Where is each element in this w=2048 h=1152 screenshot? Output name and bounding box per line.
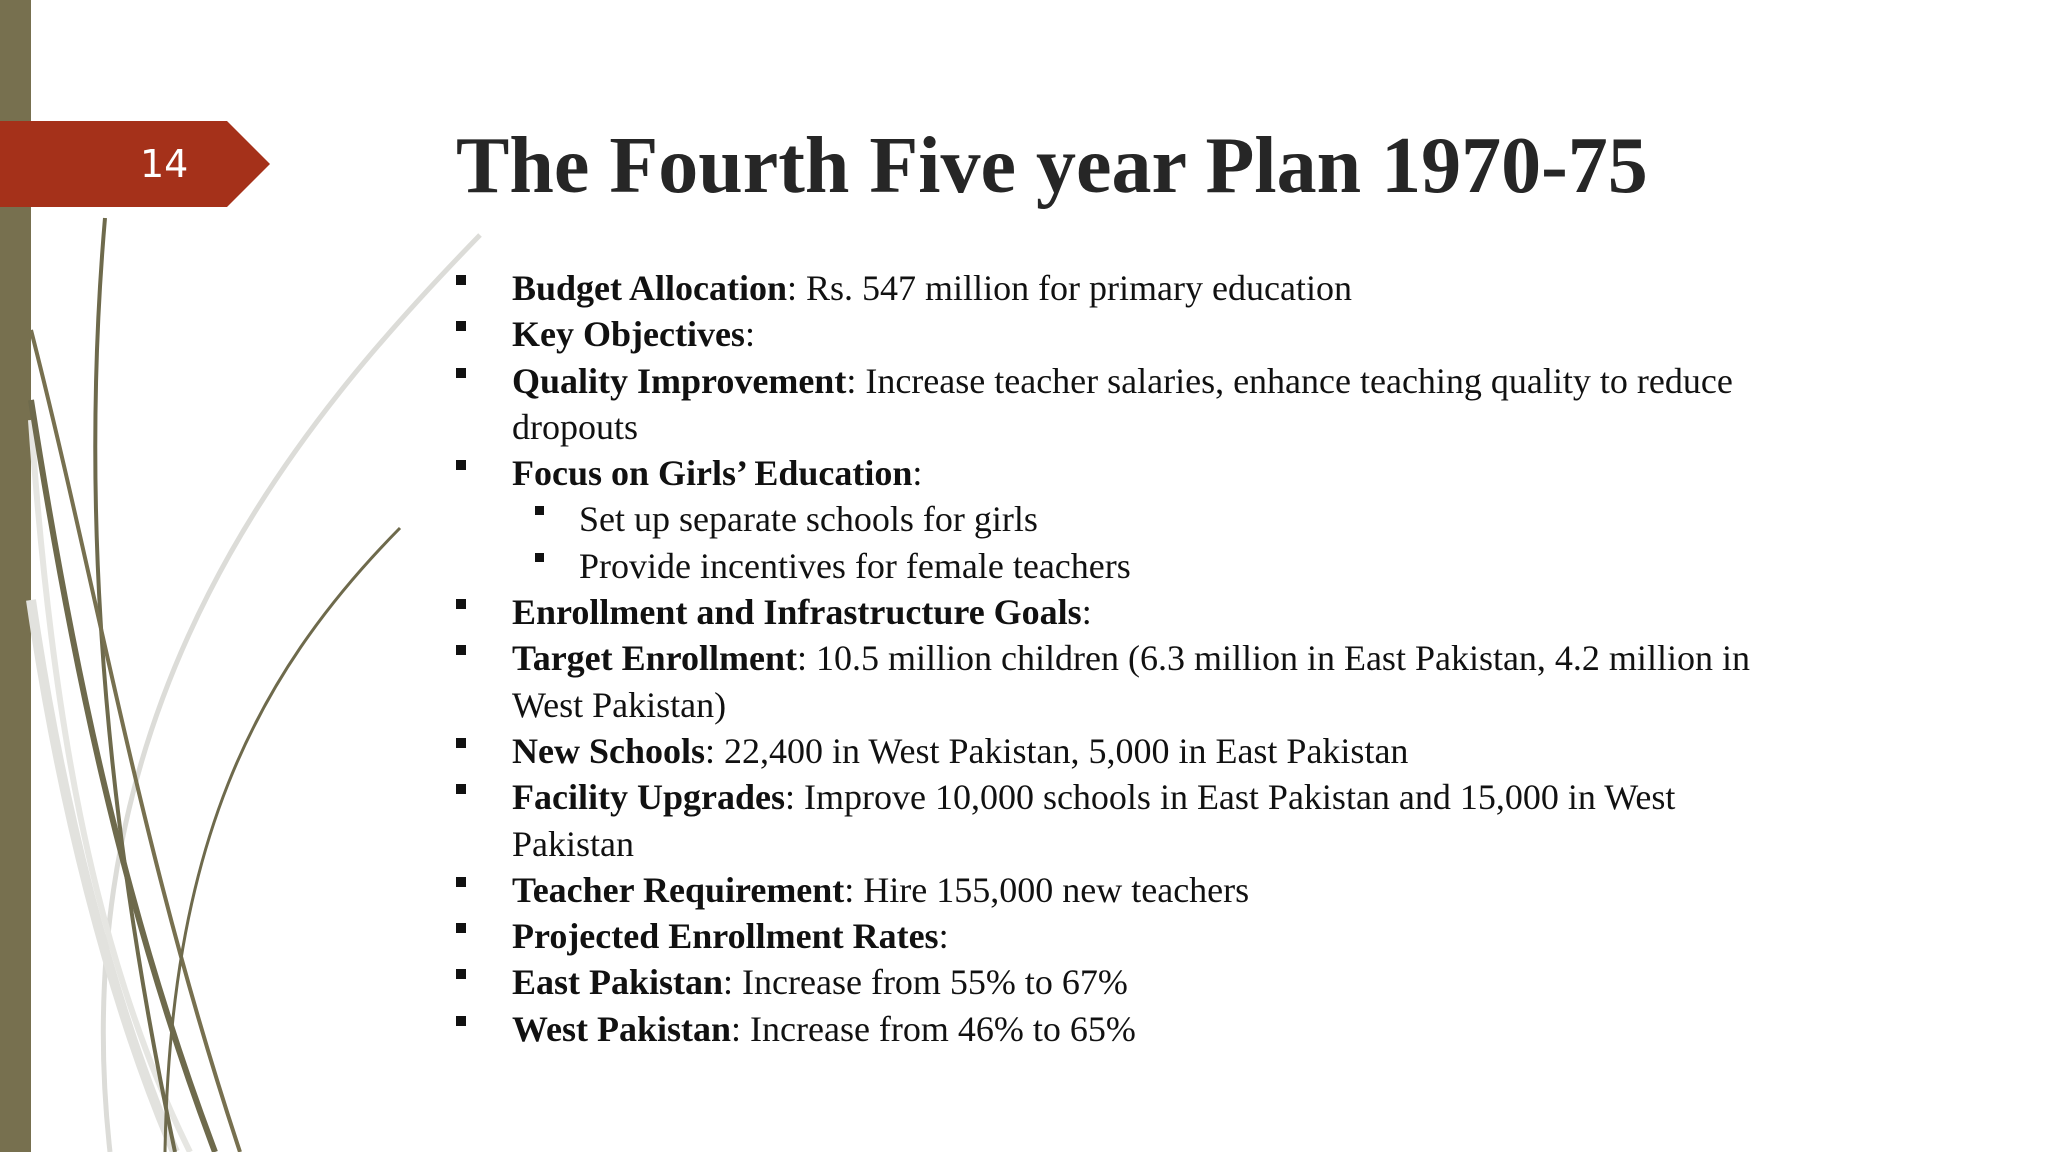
square-bullet-icon bbox=[456, 599, 466, 609]
bullet-text: : Increase from 55% to 67% bbox=[723, 962, 1128, 1003]
bullet-item-east-pakistan bbox=[456, 959, 1776, 1005]
slide-number: 14 bbox=[140, 142, 189, 186]
bullet-text: : 10.5 million children (6.3 million in East Pakistan, 4.2 million in West Pakistan) bbox=[512, 638, 1750, 725]
bullet-item-west-pakistan bbox=[456, 1006, 1776, 1052]
bullet-text: : bbox=[912, 453, 923, 494]
bullet-item-teacher-requirement bbox=[456, 867, 1776, 913]
square-bullet-icon bbox=[535, 506, 544, 515]
bullet-text: : Hire 155,000 new teachers bbox=[844, 869, 1250, 910]
square-bullet-icon bbox=[456, 275, 466, 285]
bullet-text: : bbox=[938, 916, 949, 957]
bullet-label: Target Enrollment bbox=[512, 638, 797, 679]
square-bullet-icon bbox=[456, 877, 466, 887]
square-bullet-icon bbox=[456, 923, 466, 933]
square-bullet-icon bbox=[456, 738, 466, 748]
bullet-label: East Pakistan bbox=[512, 962, 724, 1003]
square-bullet-icon bbox=[456, 368, 466, 378]
square-bullet-icon bbox=[456, 321, 466, 331]
bullet-item-target-enrollment bbox=[456, 635, 1776, 728]
bullet-item-quality-improvement bbox=[456, 358, 1776, 451]
square-bullet-icon bbox=[456, 645, 466, 655]
bullet-text: Provide incentives for female teachers bbox=[579, 545, 1131, 586]
bullet-label: Enrollment and Infrastructure Goals bbox=[512, 592, 1082, 633]
bullet-text: : bbox=[1081, 592, 1092, 633]
bullet-text: : 22,400 in West Pakistan, 5,000 in East Pakistan bbox=[705, 730, 1409, 771]
bullet-item-enrollment-goals bbox=[456, 589, 1776, 635]
sub-bullet-item-separate-schools bbox=[456, 496, 1776, 542]
bullet-label: Facility Upgrades bbox=[512, 777, 785, 818]
bullet-item-budget-allocation bbox=[456, 265, 1776, 311]
bullet-label: Quality Improvement bbox=[512, 360, 847, 401]
bullet-item-projected-enrollment bbox=[456, 913, 1776, 959]
bullet-text: : Increase teacher salaries, enhance teaching quality to reduce dropouts bbox=[512, 360, 1733, 447]
bullet-text: : Increase from 46% to 65% bbox=[731, 1008, 1136, 1049]
bullet-label: Key Objectives bbox=[512, 314, 745, 355]
bullet-label: Projected Enrollment Rates bbox=[512, 916, 939, 957]
bullet-label: Budget Allocation bbox=[512, 268, 788, 308]
square-bullet-icon bbox=[535, 553, 544, 562]
bullet-item-facility-upgrades bbox=[456, 774, 1776, 867]
square-bullet-icon bbox=[456, 1016, 466, 1026]
bullet-text: : Improve 10,000 schools in East Pakistan and 15,000 in West Pakistan bbox=[512, 777, 1676, 864]
bullet-label: Teacher Requirement bbox=[512, 869, 845, 910]
slide-title: The Fourth Five year Plan 1970-75 bbox=[456, 122, 1648, 210]
bullet-item-new-schools bbox=[456, 728, 1776, 774]
bullet-item-key-objectives bbox=[456, 311, 1776, 357]
square-bullet-icon bbox=[456, 784, 466, 794]
bullet-label: New Schools bbox=[512, 730, 706, 771]
bullet-label: Focus on Girls’ Education bbox=[512, 453, 913, 494]
bullet-text: : Rs. 547 million for primary education bbox=[787, 268, 1352, 308]
sub-bullet-item-female-teachers bbox=[456, 543, 1776, 589]
bullet-list bbox=[456, 265, 1776, 1052]
bullet-label: West Pakistan bbox=[512, 1008, 732, 1049]
square-bullet-icon bbox=[456, 460, 466, 470]
bullet-text: : bbox=[744, 314, 755, 355]
bullet-item-girls-education bbox=[456, 450, 1776, 496]
bullet-text: Set up separate schools for girls bbox=[579, 499, 1038, 540]
square-bullet-icon bbox=[456, 969, 466, 979]
